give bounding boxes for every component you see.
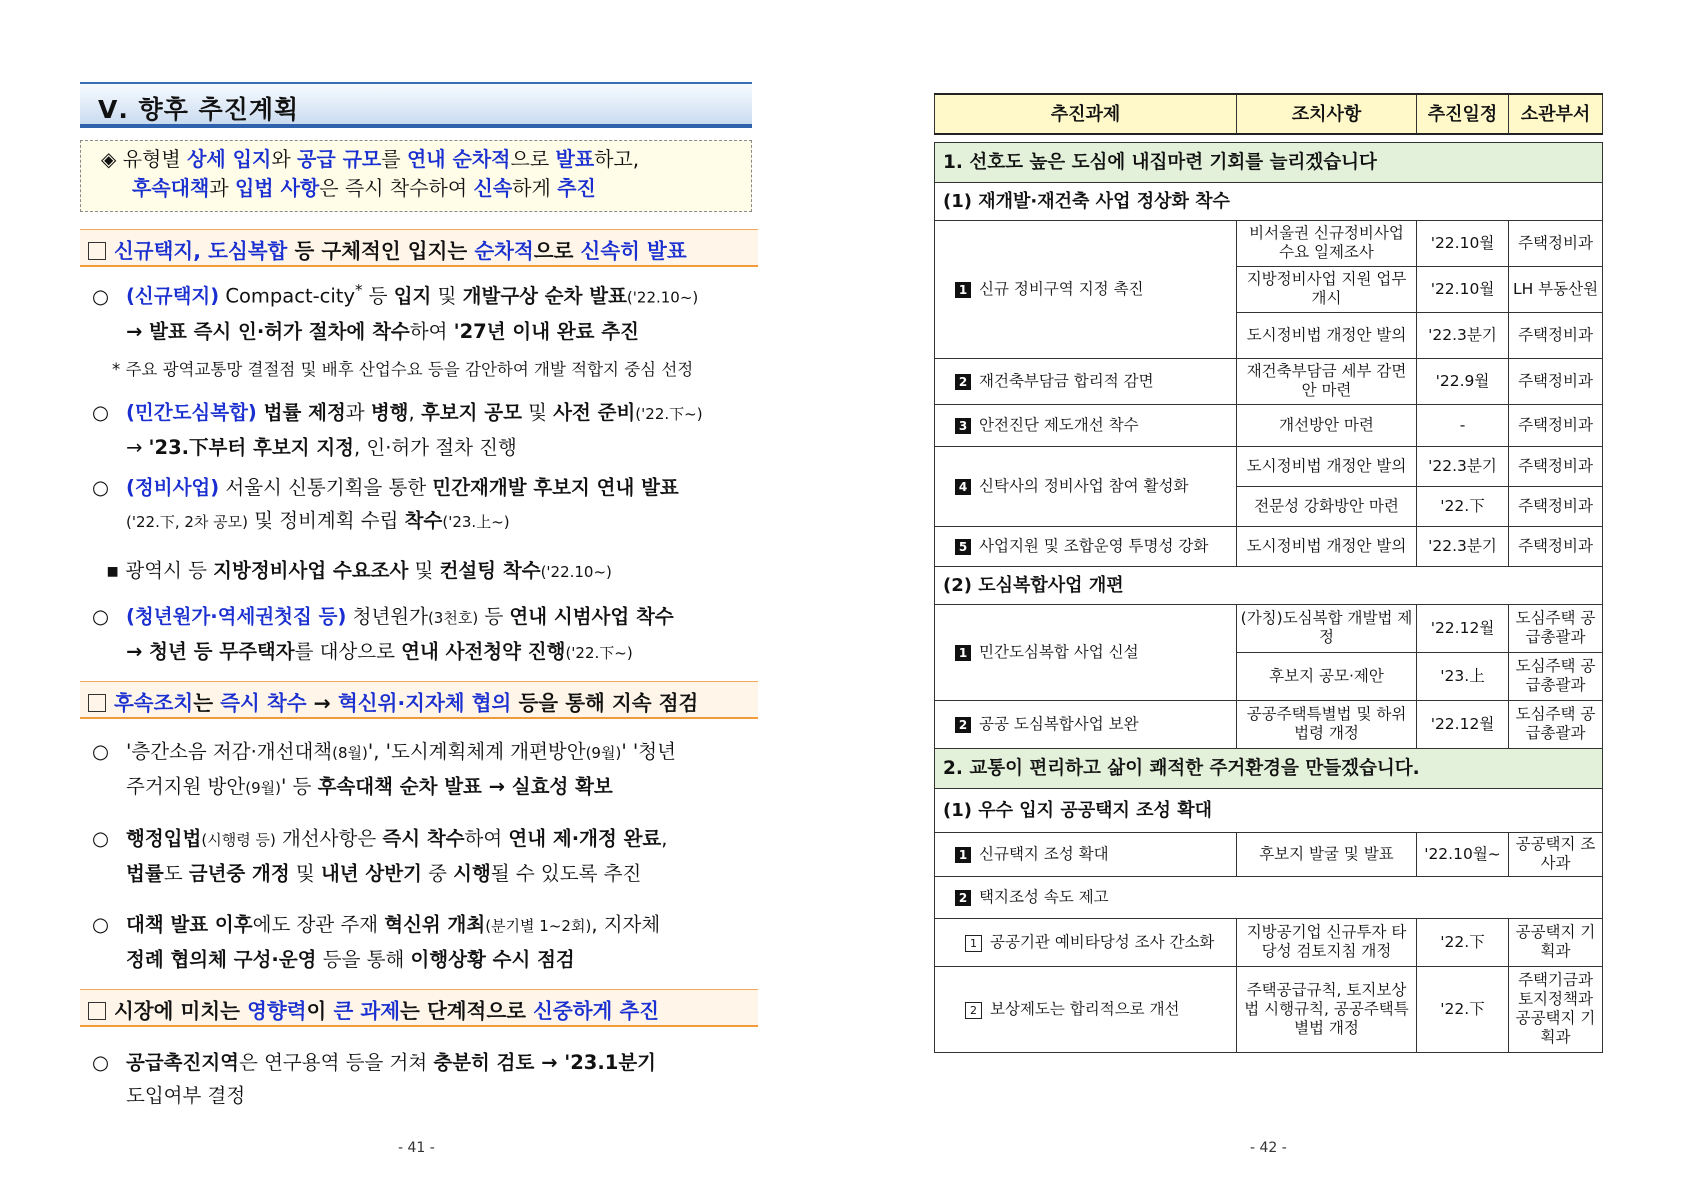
action-cell: 후보지 발굴 및 발표 (1237, 832, 1417, 876)
page-number: - 42 - (1250, 1140, 1287, 1156)
dept-cell: 주택정비과 (1509, 358, 1603, 404)
task-cell: 2 공공 도심복합사업 보완 (935, 700, 1237, 748)
table-row (935, 446, 1603, 486)
heading-box-3: 시장에 미치는 영향력이 큰 과제는 단계적으로 신중하게 추진 (80, 989, 758, 1027)
number-box: 2 (965, 1002, 982, 1019)
number-badge: 2 (955, 374, 971, 390)
spacer-row (935, 134, 1603, 142)
schedule-cell: '22.12월 (1417, 604, 1509, 652)
task-cell: 1 공공기관 예비타당성 조사 간소화 (935, 918, 1237, 966)
action-cell: (가칭)도심복합 개발법 제정 (1237, 604, 1417, 652)
paragraph-innovation-committee: ○ 대책 발표 이후에도 장관 주재 혁신위 개최(분기별 1~2회), 지자체 정례 협의체 구성·운영 등을 통해 이행상황 수시 점검 (92, 913, 661, 971)
table-row (935, 832, 1603, 876)
paragraph-legislation: ○ 행정입법(시행령 등) 개선사항은 즉시 착수하여 연내 제·개정 완료, 법률도 금년중 개정 및 내년 상반기 중 시행될 수 있도록 추진 (92, 827, 668, 885)
table-row (935, 220, 1603, 266)
number-badge: 1 (955, 645, 971, 661)
subgroup-heading: (1) 우수 입지 공공택지 조성 확대 (935, 788, 1603, 832)
paragraph-youth-housing: ○ (청년원가·역세권첫집 등) 청년원가(3천호) 등 연내 시범사업 착수 → 청년 등 무주택자를 대상으로 연내 사전청약 진행('22.下~) (92, 605, 674, 663)
dept-cell: 도심주택 공급총괄과 (1509, 652, 1603, 700)
task-cell: 3 안전진단 제도개선 착수 (935, 404, 1237, 446)
task-cell: 5 사업지원 및 조합운영 투명성 강화 (935, 526, 1237, 566)
header-task: 추진과제 (935, 94, 1237, 134)
task-cell: 2 택지조성 속도 제고 (935, 876, 1603, 918)
checkbox-square-icon (88, 694, 106, 712)
dept-cell: 도심주택 공급총괄과 (1509, 700, 1603, 748)
subgroup-heading: (1) 재개발·재건축 사업 정상화 착수 (935, 182, 1603, 220)
dept-cell: 공공택지 조사과 (1509, 832, 1603, 876)
schedule-cell: '22.3분기 (1417, 312, 1509, 358)
dept-cell: 주택정비과 (1509, 486, 1603, 526)
task-cell: 1 신규 정비구역 지정 촉진 (935, 220, 1237, 358)
schedule-cell: '22.3분기 (1417, 526, 1509, 566)
paragraph-new-sites: ○ (신규택지) Compact-city* 등 입지 및 개발구상 순차 발표('22.10~) → 발표 즉시 인·허가 절차에 착수하여 '27년 이내 완료 추진 (92, 281, 699, 343)
action-cell: 도시정비법 개정안 발의 (1237, 312, 1417, 358)
action-cell: 전문성 강화방안 마련 (1237, 486, 1417, 526)
paragraph-regional-survey: ▪ 광역시 등 지방정비사업 수요조사 및 컨설팅 착수('22.10~) (106, 559, 612, 582)
table-row (935, 918, 1603, 966)
header-schedule: 추진일정 (1417, 94, 1509, 134)
summary-line-2: 후속대책과 입법 사항은 즉시 착수하여 신속하게 추진 (132, 176, 596, 200)
subgroup-row (935, 566, 1603, 604)
heading-box-1: 신규택지, 도심복합 등 구체적인 입지는 순차적으로 신속히 발표 (80, 229, 758, 267)
action-cell: 지방공기업 신규투자 타당성 검토지침 개정 (1237, 918, 1417, 966)
task-cell: 1 민간도심복합 사업 신설 (935, 604, 1237, 700)
task-cell: 2 보상제도는 합리적으로 개선 (935, 966, 1237, 1052)
group-row (935, 748, 1603, 788)
checkbox-square-icon (88, 1002, 106, 1020)
action-cell: 후보지 공모·제안 (1237, 652, 1417, 700)
schedule-cell: '22.下 (1417, 966, 1509, 1052)
action-cell: 주택공급규칙, 토지보상법 시행규칙, 공공주택특별법 개정 (1237, 966, 1417, 1052)
table-row (935, 404, 1603, 446)
number-badge: 2 (955, 717, 971, 733)
summary-line-1: ◈ 유형별 상세 입지와 공급 규모를 연내 순차적으로 발표하고, (101, 147, 640, 171)
action-cell: 공공주택특별법 및 하위법령 개정 (1237, 700, 1417, 748)
task-cell: 4 신탁사의 정비사업 참여 활성화 (935, 446, 1237, 526)
schedule-cell: - (1417, 404, 1509, 446)
header-department: 소관부서 (1509, 94, 1603, 134)
paragraph-redevelopment: ○ (정비사업) 서울시 신통기획을 통한 민간재개발 후보지 연내 발표 ('22.下, 2차 공모) 및 정비계획 수립 착수('23.上~) (92, 476, 679, 532)
dept-cell: 주택정비과 (1509, 220, 1603, 266)
schedule-cell: '22.下 (1417, 918, 1509, 966)
table-row (935, 526, 1603, 566)
table-row (935, 358, 1603, 404)
header-action: 조치사항 (1237, 94, 1417, 134)
number-badge: 3 (955, 418, 971, 434)
dept-cell: 공공택지 기획과 (1509, 918, 1603, 966)
subgroup-row (935, 182, 1603, 220)
schedule-cell: '22.下 (1417, 486, 1509, 526)
group-row (935, 142, 1603, 182)
task-cell: 1 신규택지 조성 확대 (935, 832, 1237, 876)
action-cell: 개선방안 마련 (1237, 404, 1417, 446)
schedule-cell: '22.10월 (1417, 266, 1509, 312)
table-row (935, 700, 1603, 748)
schedule-cell: '22.10월 (1417, 220, 1509, 266)
table-row (935, 966, 1603, 1052)
subgroup-row (935, 788, 1603, 832)
heading-box-2: 후속조치는 즉시 착수 → 혁신위·지자체 협의 등을 통해 지속 점검 (80, 681, 758, 719)
group-heading: 1. 선호도 높은 도심에 내집마련 기회를 늘리겠습니다 (935, 142, 1603, 182)
dept-cell: LH 부동산원 (1509, 266, 1603, 312)
schedule-cell: '22.9월 (1417, 358, 1509, 404)
action-cell: 도시정비법 개정안 발의 (1237, 526, 1417, 566)
section-title (80, 82, 752, 128)
table-header-row (935, 94, 1603, 134)
dept-cell: 주택정비과 (1509, 446, 1603, 486)
number-badge: 2 (955, 890, 971, 906)
schedule-cell: '22.3분기 (1417, 446, 1509, 486)
number-badge: 1 (955, 847, 971, 863)
paragraph-follow-up: ○ '층간소음 저감·개선대책(8월)', '도시계획체계 개편방안(9월)' '청년 주거지원 방안(9월)' 등 후속대책 순차 발표 → 실효성 확보 (92, 740, 676, 798)
plan-table (934, 93, 1603, 1053)
dept-cell: 주택정비과 (1509, 526, 1603, 566)
section-title-text: Ⅴ. 향후 추진계획 (98, 95, 300, 124)
number-badge: 5 (955, 539, 971, 555)
summary-box (80, 140, 752, 212)
action-cell: 도시정비법 개정안 발의 (1237, 446, 1417, 486)
dept-cell: 주택정비과 (1509, 312, 1603, 358)
table-row (935, 604, 1603, 652)
page-number: - 41 - (398, 1140, 435, 1156)
table-row (935, 876, 1603, 918)
paragraph-supply-promotion: ○ 공급촉진지역은 연구용역 등을 거쳐 충분히 검토 → '23.1분기 도입여부 결정 (92, 1051, 657, 1107)
action-cell: 지방정비사업 지원 업무개시 (1237, 266, 1417, 312)
dept-cell: 주택정비과 (1509, 404, 1603, 446)
schedule-cell: '23.上 (1417, 652, 1509, 700)
schedule-cell: '22.10월~ (1417, 832, 1509, 876)
subgroup-heading: (2) 도심복합사업 개편 (935, 566, 1603, 604)
task-cell: 2 재건축부담금 합리적 감면 (935, 358, 1237, 404)
footnote: * 주요 광역교통망 결절점 및 배후 산업수요 등을 감안하여 개발 적합지 중심 선정 (112, 360, 694, 379)
number-badge: 1 (955, 282, 971, 298)
action-cell: 재건축부담금 세부 감면안 마련 (1237, 358, 1417, 404)
number-badge: 4 (955, 479, 971, 495)
action-cell: 비서울권 신규정비사업 수요 일제조사 (1237, 220, 1417, 266)
number-box: 1 (965, 935, 982, 952)
checkbox-square-icon (88, 242, 106, 260)
group-heading: 2. 교통이 편리하고 삶이 쾌적한 주거환경을 만들겠습니다. (935, 748, 1603, 788)
dept-cell: 도심주택 공급총괄과 (1509, 604, 1603, 652)
schedule-cell: '22.12월 (1417, 700, 1509, 748)
dept-cell: 주택기금과 토지정책과 공공택지 기획과 (1509, 966, 1603, 1052)
paragraph-private-complex: ○ (민간도심복합) 법률 제정과 병행, 후보지 공모 및 사전 준비('22.下~) → '23.下부터 후보지 지정, 인·허가 절차 진행 (92, 401, 703, 459)
